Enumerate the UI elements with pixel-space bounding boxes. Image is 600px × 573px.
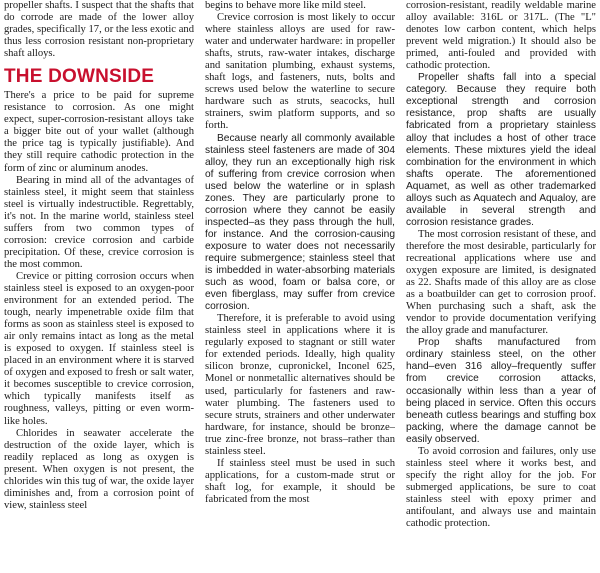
paragraph: The most corrosion resistant of these, and therefore the most desirable, particularly for recreational applications where use and oxygen exposure are limited, is designated as 22. Shafts made of this alloy are as close as a boatbuilder can get to corrosion proof. When purchasing such a shaft, ask the vendor to provide documentation verifying the alloy grade and manufacturer. [406, 228, 596, 337]
column-3 [406, 0, 596, 573]
section-heading: THE DOWNSIDE [4, 66, 155, 88]
paragraph: Because nearly all commonly available stainless steel fasteners are made of 304 alloy, they run an exceptionally high risk of suffering from crevice corrosion when used below the waterline or in splash zones. They are particularly prone to corrosion where they cannot be easily inspected–as they pass through the hull, for instance. And the corrosion-causing exposure to water does not necessarily require submergence; stainless steel that is imbedded in water-absorbing materials such as wood, foam or balsa core, or even fiberglass, may suffer from crevice corrosion. [205, 132, 395, 313]
paragraph: Prop shafts manufactured from ordinary stainless steel, on the other hand–even 316 alloy–frequently suffer from crevice corrosion attacks, occasionally within less than a year of being placed in service. Often this occurs beneath cutless bearings and stuffing box packing, where the damage cannot be easily observed. [406, 337, 596, 445]
paragraph: Crevice corrosion is most likely to occur where stainless alloys are used for raw-water and underwater hardware: in propeller shafts, struts, raw-water intakes, discharge and sanitation plumbing, exhaust systems, shaft logs, and fasteners, nuts, bolts and screws used below the waterline to secure hardware such as struts, seacocks, hull strainers, swim platform supports, and so forth. [205, 12, 395, 132]
paragraph: Chlorides in seawater accelerate the destruction of the oxide layer, which is readily replaced as long as oxygen is present. When oxygen is not present, the chlorides win this tug of war, the oxide layer diminishes and, from a corrosion point of view, stainless steel [4, 427, 194, 511]
column-2 [205, 0, 395, 573]
paragraph-lead: begins to behave more like mild steel. [205, 0, 366, 11]
paragraph: Therefore, it is preferable to avoid using stainless steel in applications where it is regularly exposed to stagnant or still water for extended periods. Ideally, high quality silicon bronze, cupronickel, Inconel 625, Monel or nonmetallic alternatives should be used, particularly for fasteners and raw-water plumbing. The fasteners used to secure struts, strainers and other underwater hardware, for instance, should be bronze–true zinc-free bronze, not brass–rather than stainless steel. [205, 313, 395, 457]
paragraph: Propeller shafts fall into a special category. Because they require both exceptional strength and corrosion resistance, prop shafts are usually fabricated from a proprietary stainless alloy that includes a host of other trace elements. These mixtures yield the ideal combination for the environment in which shafts operate. The aforementioned Aquamet, as well as other trademarked alloys such as Aquatech and Aqualoy, are available in several strength and corrosion resistance grades. [406, 72, 596, 228]
paragraph-lead: corrosion-resistant, readily weldable marine alloy available: 316L or 317L. (The "L" denotes low carbon content, which helps prevent weld migration.) It should also be primed, anti-fouled and provided with cathodic protection. [406, 0, 596, 72]
paragraph: Crevice or pitting corrosion occurs when stainless steel is exposed to an oxygen-poor environment for an extended period. The tough, nearly impenetrable oxide film that forms as soon as stainless steel is exposed to air only remains intact as long as the metal is exposed to oxygen. If stainless steel is placed in an environment where it is starved of oxygen and exposed to fresh or salt water, it becomes susceptible to crevice corrosion, which typically manifests itself as roughness, valleys, pitting or even worm-like holes. [4, 270, 194, 427]
paragraph: If stainless steel must be used in such applications, for a custom-made strut or shaft log, for example, it should be fabricated from the most [205, 457, 395, 505]
paragraph: There's a price to be paid for supreme resistance to corrosion. As one might expect, super-corrosion-resistant alloys take a bigger bite out of your wallet (although the price tag is typically justifiable). And they still require cathodic protection in the form of zinc or aluminum anodes. [4, 90, 194, 174]
paragraph: Bearing in mind all of the advantages of stainless steel, it might seem that stainless steel is virtually indestructible. Regrettably, it's not. In the marine world, stainless steel suffers from two common types of corrosion: crevice corrosion and carbide precipitation. Of these, crevice corrosion is the most common. [4, 174, 194, 270]
paragraph-lead: propeller shafts. I suspect that the shafts that do corrode are made of the lower alloy grades, specifically 17, or the less exotic and thus less corrosion resistant non-proprietary shaft alloys. [4, 0, 194, 60]
column-1 [4, 0, 194, 573]
paragraph: To avoid corrosion and failures, only use stainless steel where it works best, and specify the right alloy for the job. For submerged applications, be sure to coat stainless steel with epoxy primer and antifoulant, and always use and maintain cathodic protection. [406, 445, 596, 530]
